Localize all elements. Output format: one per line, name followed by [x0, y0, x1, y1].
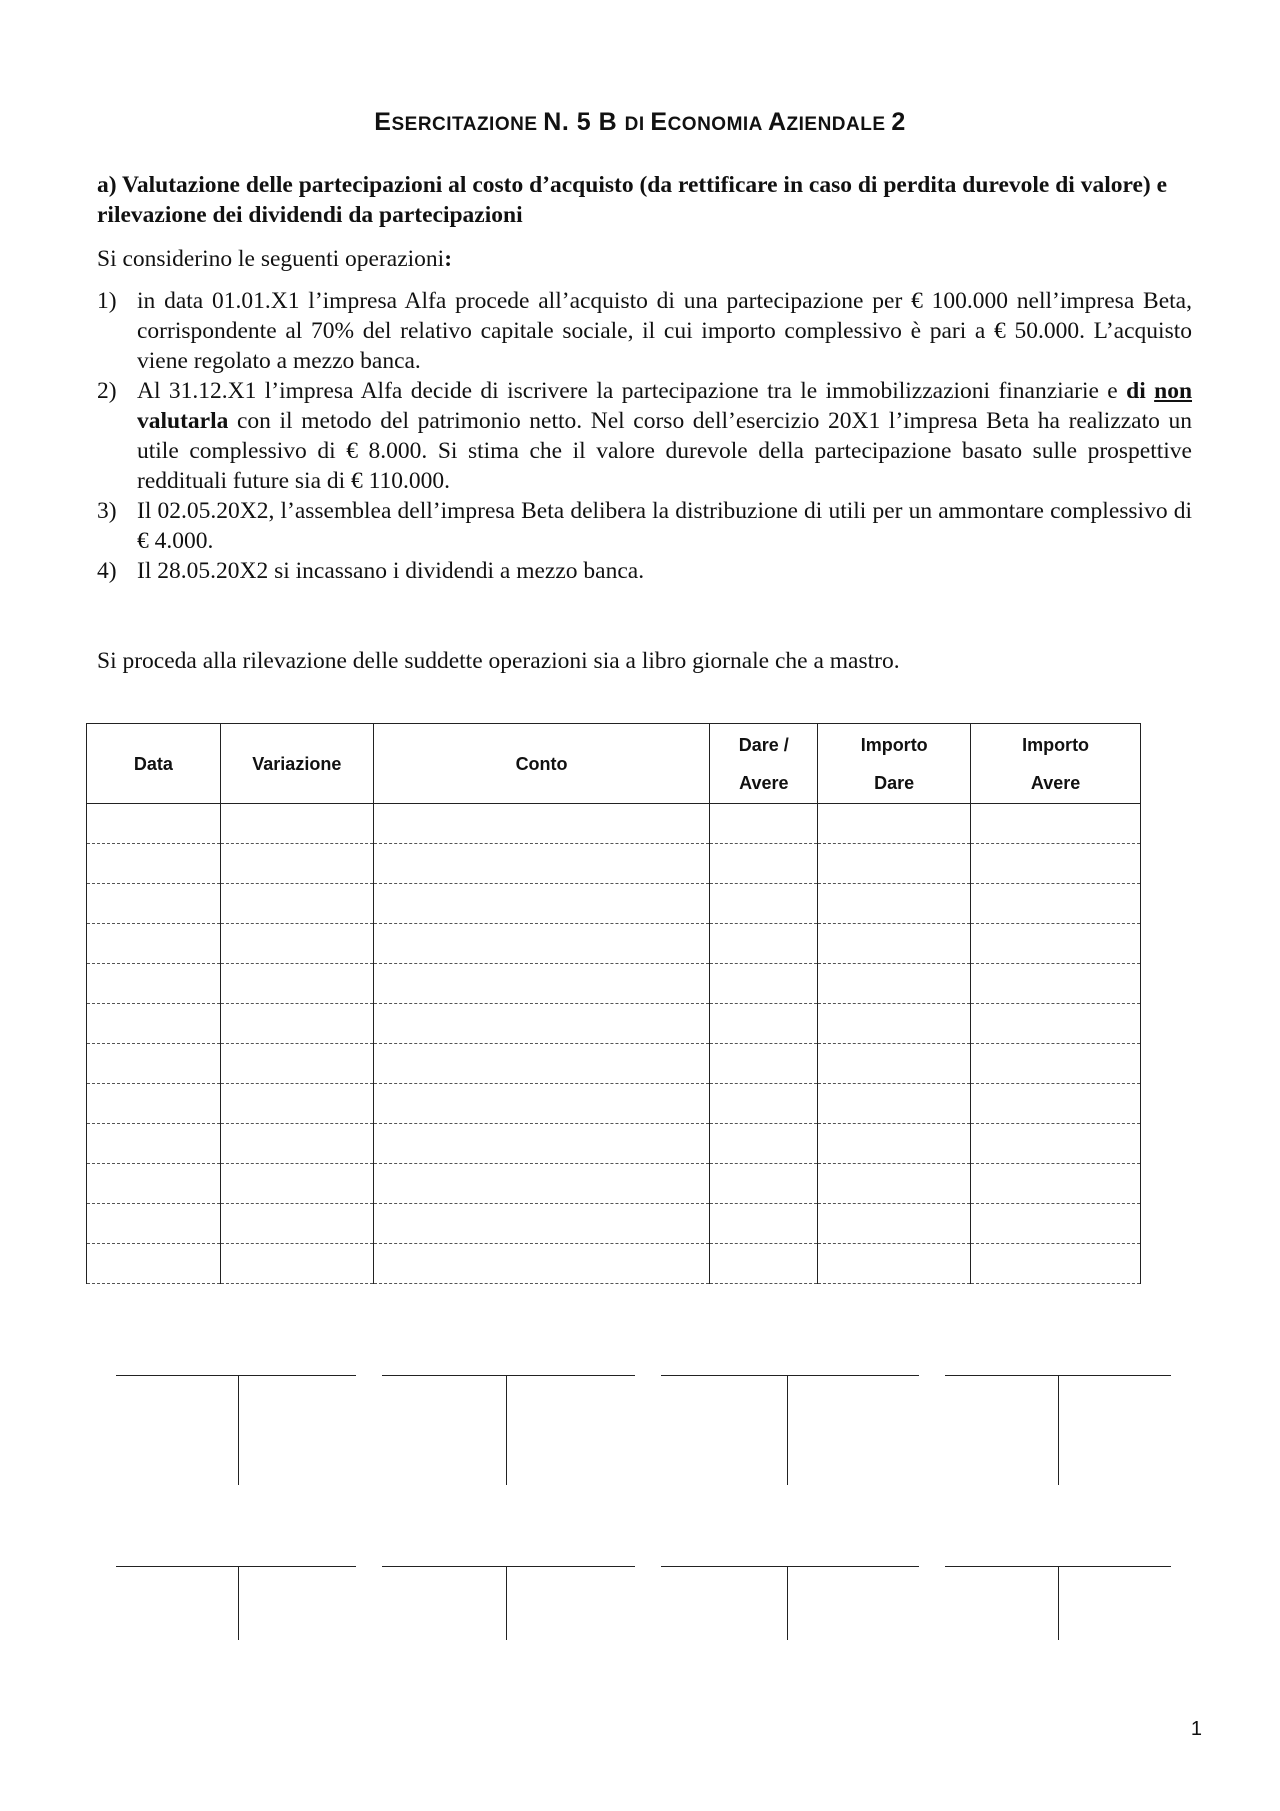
header-line: Avere [1030, 772, 1081, 793]
journal-row [87, 924, 1141, 964]
operations-list [97, 286, 1192, 586]
header-data: Data [87, 724, 221, 804]
emphasis-valutarla: valutarla [137, 408, 229, 434]
cell-conto[interactable] [373, 1244, 710, 1284]
cell-dare-avere[interactable] [710, 1084, 818, 1124]
journal-row [87, 804, 1141, 844]
section-heading: a) Valutazione delle partecipazioni al costo d’acquisto (da rettificare in caso di perdita durevole di valore) e rilevazione dei dividendi da partecipazioni [97, 172, 1168, 228]
cell-importo-dare[interactable] [818, 1204, 971, 1244]
cell-variazione[interactable] [220, 1004, 373, 1044]
operation-text: Il 28.05.20X2 si incassano i dividendi a mezzo banca. [137, 558, 645, 584]
journal-row [87, 1044, 1141, 1084]
operation-item [97, 376, 1192, 496]
title-part: E [650, 108, 668, 136]
cell-dare-avere[interactable] [710, 1124, 818, 1164]
cell-dare-avere[interactable] [710, 924, 818, 964]
cell-importo-avere[interactable] [971, 1124, 1141, 1164]
journal-row [87, 1084, 1141, 1124]
title-part: DI [624, 114, 651, 135]
operation-item [97, 286, 1192, 376]
title-part: CONOMIA [667, 114, 768, 135]
header-line: Avere [739, 772, 789, 793]
journal-row [87, 1204, 1141, 1244]
cell-conto[interactable] [373, 844, 710, 884]
header-line: Importo [860, 734, 928, 755]
operation-number: 3) [97, 498, 117, 524]
cell-conto[interactable] [373, 1204, 710, 1244]
cell-importo-avere[interactable] [971, 1044, 1141, 1084]
cell-conto[interactable] [373, 884, 710, 924]
cell-importo-dare[interactable] [818, 804, 971, 844]
t-account [382, 1375, 635, 1489]
cell-conto[interactable] [373, 924, 710, 964]
t-account [116, 1375, 356, 1489]
t-account-top-line [661, 1566, 919, 1567]
cell-variazione[interactable] [220, 1084, 373, 1124]
operation-text: Al 31.12.X1 l’impresa Alfa decide di iscrivere la partecipazione tra le immobilizzazioni finanziarie e [137, 378, 1118, 404]
t-account-top-line [382, 1375, 635, 1376]
cell-importo-dare[interactable] [818, 1164, 971, 1204]
cell-dare-avere[interactable] [710, 964, 818, 1004]
cell-conto[interactable] [373, 1044, 710, 1084]
cell-importo-avere[interactable] [971, 884, 1141, 924]
cell-conto[interactable] [373, 1084, 710, 1124]
cell-variazione[interactable] [220, 1204, 373, 1244]
journal-row [87, 1244, 1141, 1284]
header-line: Dare [874, 772, 915, 793]
document-title [0, 108, 1280, 137]
cell-dare-avere[interactable] [710, 1044, 818, 1084]
cell-data[interactable] [87, 1044, 221, 1084]
cell-importo-dare[interactable] [818, 1244, 971, 1284]
journal-body [87, 804, 1141, 1284]
title-part: 2 [891, 108, 906, 136]
cell-conto[interactable] [373, 964, 710, 1004]
cell-importo-avere[interactable] [971, 924, 1141, 964]
header-importo-avere [971, 724, 1141, 804]
cell-variazione[interactable] [220, 844, 373, 884]
t-account-divider [787, 1566, 788, 1640]
cell-dare-avere[interactable] [710, 884, 818, 924]
cell-importo-avere[interactable] [971, 1084, 1141, 1124]
t-account-divider [506, 1375, 507, 1485]
t-account-divider [238, 1375, 239, 1485]
cell-variazione[interactable] [220, 804, 373, 844]
title-part: N. 5 [543, 108, 599, 136]
cell-conto[interactable] [373, 804, 710, 844]
t-account-divider [787, 1375, 788, 1485]
journal-table [86, 723, 1141, 1284]
cell-importo-dare[interactable] [818, 964, 971, 1004]
cell-dare-avere[interactable] [710, 804, 818, 844]
cell-data[interactable] [87, 964, 221, 1004]
cell-dare-avere[interactable] [710, 1004, 818, 1044]
cell-importo-avere[interactable] [971, 804, 1141, 844]
operation-text: in data 01.01.X1 l’impresa Alfa procede all’acquisto di una partecipazione per € 100.000 nell’impresa Beta, corrispondente al 70% del relativo capitale sociale, il cui importo complessivo è pari a € 50.000. L’acquisto viene regolato a mezzo banca. [137, 288, 1192, 374]
header-line: Importo [1022, 734, 1090, 755]
cell-conto[interactable] [373, 1164, 710, 1204]
operation-text: Il 02.05.20X2, l’assemblea dell’impresa Beta delibera la distribuzione di utili per un ammontare complessivo di € 4.000. [137, 498, 1192, 554]
t-account-top-line [661, 1375, 919, 1376]
cell-variazione[interactable] [220, 1124, 373, 1164]
journal-row [87, 1124, 1141, 1164]
emphasis-non: non [1154, 378, 1193, 404]
intro-text [97, 244, 1192, 274]
cell-dare-avere[interactable] [710, 844, 818, 884]
cell-importo-dare[interactable] [818, 1124, 971, 1164]
cell-data[interactable] [87, 804, 221, 844]
t-account-divider [506, 1566, 507, 1640]
journal-row [87, 884, 1141, 924]
operation-item [97, 496, 1192, 556]
cell-importo-avere[interactable] [971, 1004, 1141, 1044]
cell-importo-avere[interactable] [971, 1204, 1141, 1244]
operation-number: 1) [97, 288, 117, 314]
cell-importo-dare[interactable] [818, 884, 971, 924]
emphasis-di: di [1126, 378, 1146, 404]
cell-importo-avere[interactable] [971, 1164, 1141, 1204]
cell-importo-dare[interactable] [818, 1084, 971, 1124]
cell-variazione[interactable] [220, 1044, 373, 1084]
cell-data[interactable] [87, 1004, 221, 1044]
cell-data[interactable] [87, 884, 221, 924]
cell-importo-dare[interactable] [818, 1044, 971, 1084]
header-variazione: Variazione [220, 724, 373, 804]
operation-number: 4) [97, 558, 117, 584]
cell-importo-dare[interactable] [818, 844, 971, 884]
cell-importo-avere[interactable] [971, 964, 1141, 1004]
intro-label: Si considerino le seguenti operazioni [97, 246, 445, 272]
cell-variazione[interactable] [220, 924, 373, 964]
journal-row [87, 964, 1141, 1004]
journal-header-row [87, 724, 1141, 804]
journal-row [87, 1004, 1141, 1044]
header-importo-dare [818, 724, 971, 804]
journal-row [87, 1164, 1141, 1204]
closing-instruction: Si proceda alla rilevazione delle suddette operazioni sia a libro giornale che a mastro. [97, 648, 900, 674]
title-part: A [767, 108, 787, 136]
t-account-divider [1058, 1375, 1059, 1485]
cell-conto[interactable] [373, 1004, 710, 1044]
title-part: E [374, 108, 392, 136]
cell-data[interactable] [87, 1244, 221, 1284]
cell-variazione[interactable] [220, 884, 373, 924]
t-account [661, 1566, 919, 1680]
cell-data[interactable] [87, 1164, 221, 1204]
operation-number: 2) [97, 378, 117, 404]
cell-dare-avere[interactable] [710, 1164, 818, 1204]
cell-importo-avere[interactable] [971, 844, 1141, 884]
t-account-divider [1058, 1566, 1059, 1640]
t-account [945, 1375, 1171, 1489]
t-account-top-line [116, 1375, 356, 1376]
journal-row [87, 844, 1141, 884]
cell-conto[interactable] [373, 1124, 710, 1164]
cell-importo-dare[interactable] [818, 924, 971, 964]
t-account [945, 1566, 1171, 1680]
cell-data[interactable] [87, 924, 221, 964]
header-dare-avere [710, 724, 818, 804]
t-account [661, 1375, 919, 1489]
cell-data[interactable] [87, 844, 221, 884]
title-part: ZIENDALE [786, 114, 892, 135]
page-number: 1 [1190, 1718, 1202, 1740]
operation-text-continued: con il metodo del patrimonio netto. Nel corso dell’esercizio 20X1 l’impresa Beta ha realizzato un utile complessivo di € 8.000. Si stima che il valore durevole della partecipazione basato sulle prospettive reddituali future sia di € 110.000. [137, 408, 1192, 494]
cell-importo-dare[interactable] [818, 1004, 971, 1044]
cell-data[interactable] [87, 1124, 221, 1164]
header-conto: Conto [373, 724, 710, 804]
cell-dare-avere[interactable] [710, 1244, 818, 1284]
title-part: B [598, 108, 625, 136]
cell-importo-avere[interactable] [971, 1244, 1141, 1284]
intro-colon: : [444, 246, 453, 272]
cell-variazione[interactable] [220, 964, 373, 1004]
t-account-divider [238, 1566, 239, 1640]
cell-data[interactable] [87, 1204, 221, 1244]
operation-item [97, 556, 1192, 586]
t-account [116, 1566, 356, 1680]
t-account-top-line [116, 1566, 356, 1567]
t-account [382, 1566, 635, 1680]
cell-variazione[interactable] [220, 1244, 373, 1284]
cell-data[interactable] [87, 1084, 221, 1124]
cell-variazione[interactable] [220, 1164, 373, 1204]
cell-dare-avere[interactable] [710, 1204, 818, 1244]
t-account-top-line [382, 1566, 635, 1567]
header-line: Dare / [738, 734, 789, 755]
title-part: SERCITAZIONE [391, 114, 544, 135]
